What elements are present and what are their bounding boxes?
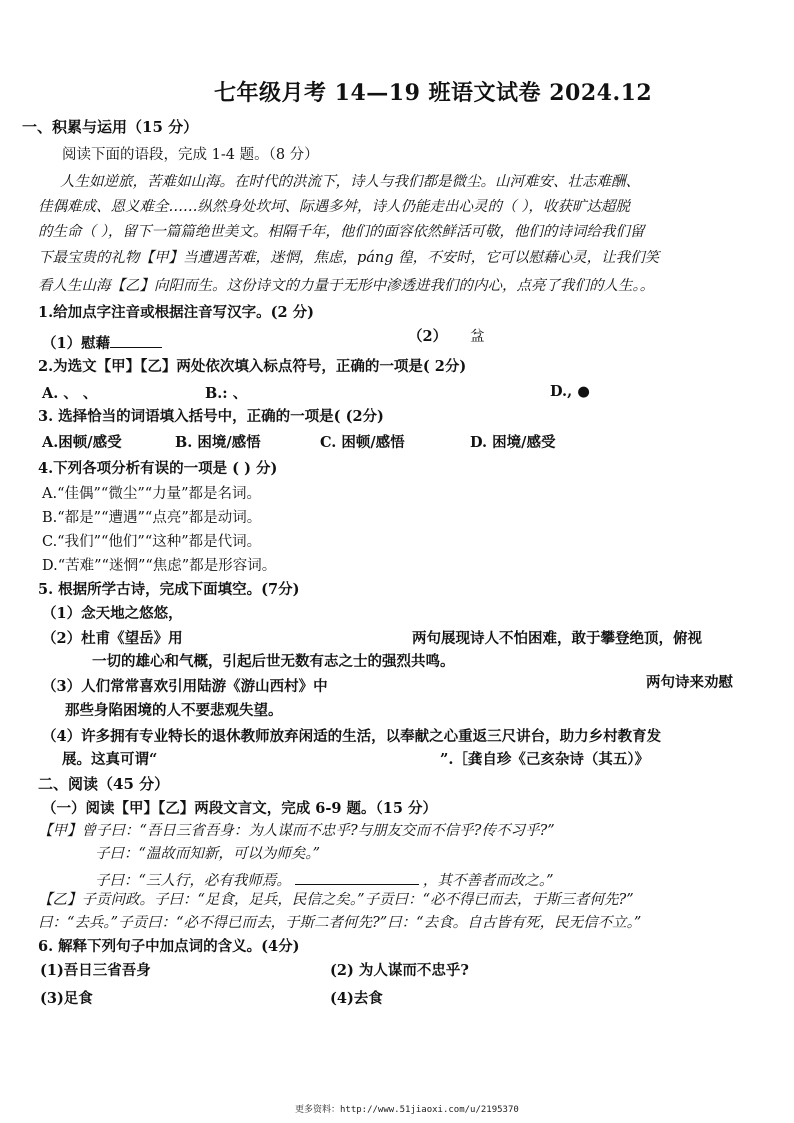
question-6: 6. 解释下列句子中加点词的含义。(4分) — [38, 938, 300, 955]
question-1-part-a: （1）慰藉 — [42, 333, 162, 352]
question-6-item-1: (1)吾日三省吾身 — [40, 962, 151, 979]
question-1-part-b: （2） — [408, 328, 448, 345]
question-6-item-4: (4)去食 — [330, 990, 383, 1007]
question-5-item-3-c: 那些身陷困境的人不要悲观失望。 — [65, 702, 283, 719]
question-5-item-2-a: （2）杜甫《望岳》用 — [42, 630, 183, 647]
question-5: 5. 根据所学古诗，完成下面填空。(7分) — [38, 581, 300, 598]
question-1: 1.给加点字注音或根据注音写汉字。(2 分) — [38, 304, 314, 321]
question-4-option-a: A.“佳偶”“微尘”“力量”都是名词。 — [42, 486, 262, 502]
question-5-item-3-b: 两句诗来劝慰 — [646, 674, 733, 691]
question-3: 3. 选择恰当的词语填入括号中，正确的一项是( (2分) — [38, 408, 384, 425]
question-5-item-2-b: 两句展现诗人不怕困难，敢于攀登绝顶，俯视 — [412, 630, 702, 647]
answer-blank[interactable] — [110, 333, 162, 348]
question-5-item-1: （1）念天地之悠悠， — [42, 605, 183, 622]
passage-line-2: 佳偶难成、恩义难全……纵然身处坎坷、际遇多舛，诗人仍能走出心灵的（ ），收获旷达超脱 — [38, 199, 630, 215]
question-6-item-2: (2) 为人谋而不忠乎? — [330, 962, 469, 979]
question-2-option-a: A. 、 、 — [42, 385, 98, 402]
question-4-option-d: D.“苦难”“迷惘”“焦虑”都是形容词。 — [42, 558, 277, 574]
passage-line-3: 的生命（ ），留下一篇篇绝世美文。相隔千年，他们的面容依然鲜活可敬，他们的诗词给我们留 — [38, 224, 645, 240]
text-jia-line-3: 子曰：“三人行，必有我师焉。 ，其不善者而改之。” — [95, 870, 554, 889]
question-4-option-b: B.“都是”“遭遇”“点亮”都是动词。 — [42, 510, 262, 526]
question-5-item-4-a: （4）许多拥有专业特长的退休教师放弃闲适的生活，以奉献之心重返三尺讲台，助力乡村教育发 — [42, 728, 662, 745]
question-3-option-c: C. 困顿/感悟 — [320, 434, 405, 451]
text-yi-line-2: 曰：“去兵。”子贡曰：“必不得已而去，于斯二者何先?”曰：“去食。自古皆有死，民无信不立。” — [38, 915, 642, 931]
text-jia-line-2: 子曰：“温故而知新，可以为师矣。” — [95, 846, 321, 862]
question-5-item-4-b: 展。这真可谓“ — [62, 751, 158, 768]
question-5-item-2-c: 一切的雄心和气概，引起后世无数有志之士的强烈共鸣。 — [92, 653, 455, 670]
passage-line-1: 人生如逆旅，苦难如山海。在时代的洪流下，诗人与我们都是微尘。山河难安、壮志难酬、 — [60, 174, 640, 190]
question-5-item-4-c: ”.［龚自珍《己亥杂诗（其五）》 — [440, 751, 650, 768]
footer-link[interactable]: 更多资料：http://www.51jiaoxi.com/u/2195370 — [295, 1105, 519, 1115]
question-3-option-d: D. 困境/感受 — [470, 434, 556, 451]
question-4: 4.下列各项分析有误的一项是 ( ) 分) — [38, 460, 278, 477]
section2-part1: （一）阅读【甲】【乙】两段文言文，完成 6-9 题。（15 分） — [42, 800, 438, 817]
question-3-option-b: B. 困境/感悟 — [175, 434, 261, 451]
answer-blank[interactable] — [295, 870, 419, 885]
section2-heading: 二、阅读（45 分） — [38, 775, 170, 793]
section1-intro: 阅读下面的语段，完成 1-4 题。（8 分） — [62, 147, 319, 163]
question-5-item-3-a: （3）人们常常喜欢引用陆游《游山西村》中 — [42, 678, 328, 695]
question-6-item-3: (3)足食 — [40, 990, 93, 1007]
question-3-option-a: A.困顿/感受 — [42, 434, 122, 451]
passage-line-4: 下最宝贵的礼物【甲】当遭遇苦难，迷惘，焦虑，páng 徨，不安时，它可以慰藉心灵，让我们笑 — [38, 250, 660, 266]
page-title: 七年级月考 14—19 班语文试卷 2024.12 — [214, 80, 653, 106]
text-jia-line-1: 【甲】曾子曰：“吾日三省吾身：为人谋而不忠乎?与朋友交而不信乎?传不习乎?” — [38, 823, 555, 839]
question-2-option-b: B.: 、 — [205, 385, 248, 402]
passage-line-5: 看人生山海【乙】向阳而生。这份诗文的力量于无形中渗透进我们的内心，点亮了我们的人生。。 — [38, 278, 655, 294]
text-yi-line-1: 【乙】子贡问政。子曰：“足食，足兵，民信之矣。”子贡曰：“必不得已而去，于斯三者何先?” — [38, 892, 634, 908]
section1-heading: 一、积累与运用（15 分） — [22, 118, 199, 136]
question-4-option-c: C.“我们”“他们”“这种”都是代词。 — [42, 534, 262, 550]
question-1-part-b-char: 㿽 — [470, 329, 485, 345]
question-2-option-d: D., ● — [550, 383, 590, 400]
question-2: 2.为选文【甲】【乙】两处依次填入标点符号，正确的一项是( 2分) — [38, 358, 467, 375]
